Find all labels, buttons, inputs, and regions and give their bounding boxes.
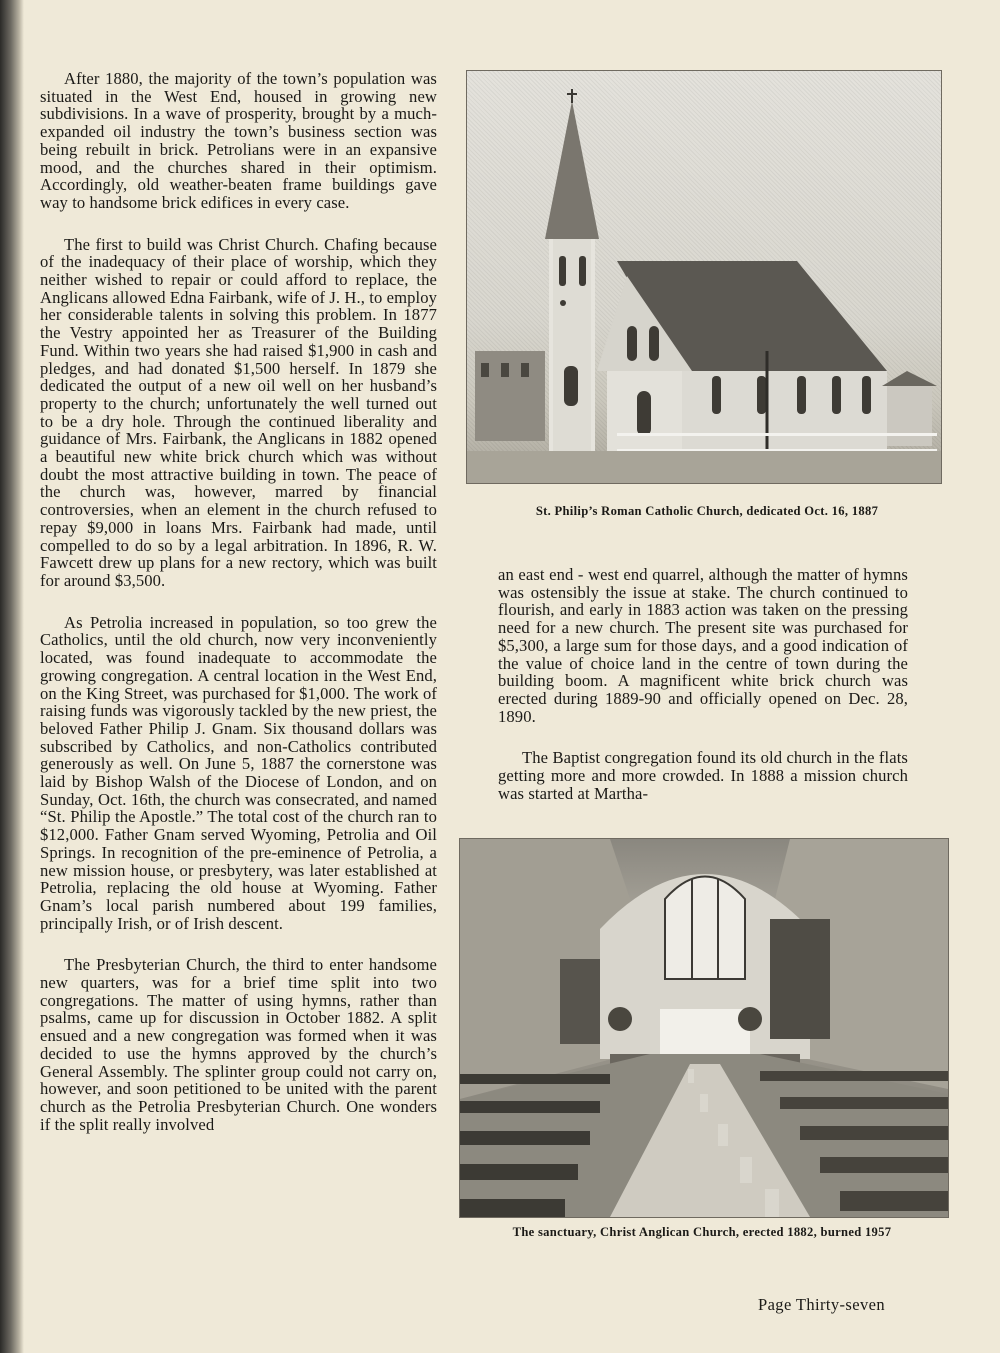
sanctuary-caption: The sanctuary, Christ Anglican Church, erected 1882, burned 1957 [512, 1225, 892, 1239]
paragraph-east-west-quarrel: an east end - west end quarrel, although the matter of hymns was ostensibly the issue at stake. The church continued to flourish, and early in 1883 action was taken on the pressing need for a new church. The present site was purchased for $5,300, a large sum for those days, and a good indication of the value of choice land in the centre of town during the building boom. A magnificent white brick church was erected during 1889-90 and officially opened on Dec. 28, 1890. [498, 565, 908, 726]
st-philips-church-photo [466, 70, 942, 484]
paragraph-catholics: As Petrolia increased in population, so too grew the Catholics, until the old church, now very inconveniently located, was found inadequate to accommodate the growing congregation. A central location in the West End, on the King Street, was purchased for $1,000. The work of raising funds was vigorously tackled by the new priest, the beloved Father Philip J. Gnam. Six thousand dollars was subscribed by Catholics, and non-Catholics contributed generously as well. On June 5, 1887 the cornerstone was laid by Bishop Walsh of the Diocese of London, and on Sunday, Oct. 16th, the church was consecrated, and named “St. Philip the Apostle.” The total cost of the church ran to $12,000. Father Gnam served Wyoming, Petrolia and Oil Springs. In recognition of the pre-eminence of Petrolia, a new mission house, or presbytery, was later established at Petrolia, replacing the old house at Wyoming. Father Gnam’s local parish numbered about 199 families, principally Irish, or of Irish descent. [40, 612, 437, 933]
page-number: Page Thirty-seven [758, 1295, 886, 1314]
st-philips-caption: St. Philip’s Roman Catholic Church, dedicated Oct. 16, 1887 [535, 504, 879, 518]
paragraph-baptist: The Baptist congregation found its old church in the flats getting more and more crowded. In 1888 a mission church was started at Martha- [498, 748, 908, 803]
right-text-column [498, 566, 908, 826]
book-binding-shadow [0, 0, 24, 1353]
paragraph-christ-church: The first to build was Christ Church. Chafing because of the inadequacy of their place of worship, which they neither wished to repair or could afford to replace, the Anglicans allowed Edna Fairbank, wife of J. H., to employ her considerable talents in solving this problem. In 1877 the Vestry appointed her as Treasurer of the Building Fund. Within two years she had raised $1,900 in cash and pledges, and had donated $1,500 herself. In 1879 she dedicated the output of a new oil well on her husband’s property to the church; unfortunately the well turned out to be a dry hole. Through the continued liberality and guidance of Mrs. Fairbank, the Anglicans in 1882 opened a beautiful new white brick church which was without doubt the most attractive building in town. The peace of the church was, however, marred by financial controversies, when an element in the church refused to repay $9,000 in loans Mrs. Fairbank had made, until compelled to do so by a legal arbitration. In 1896, R. W. Fawcett drew up plans for a new rectory, which was built for around $3,500. [40, 234, 437, 590]
paragraph-presbyterian: The Presbyterian Church, the third to enter handsome new quarters, was for a brief time split into two congregations. The matter of using hymns, rather than psalms, came up for discussion in October 1882. A split ensued and a new congregation was formed when it was decided to use the hymns approved by the church’s General Assembly. The splinter group could not carry on, however, and soon petitioned to be united with the parent church as the Petrolia Presbyterian Church. One wonders if the split really involved [40, 955, 437, 1134]
paragraph-west-end: After 1880, the majority of the town’s population was situated in the West End, housed in growing new subdivisions. In a wave of prosperity, brought by a much-expanded oil industry the town’s business section was being rebuilt in brick. Petrolians were in an expansive mood, and the churches shared in their optimism. Accordingly, old weather-beaten frame buildings gave way to handsome brick edifices in every case. [40, 69, 437, 212]
left-text-column [40, 70, 437, 1157]
christ-church-sanctuary-photo [459, 838, 949, 1218]
